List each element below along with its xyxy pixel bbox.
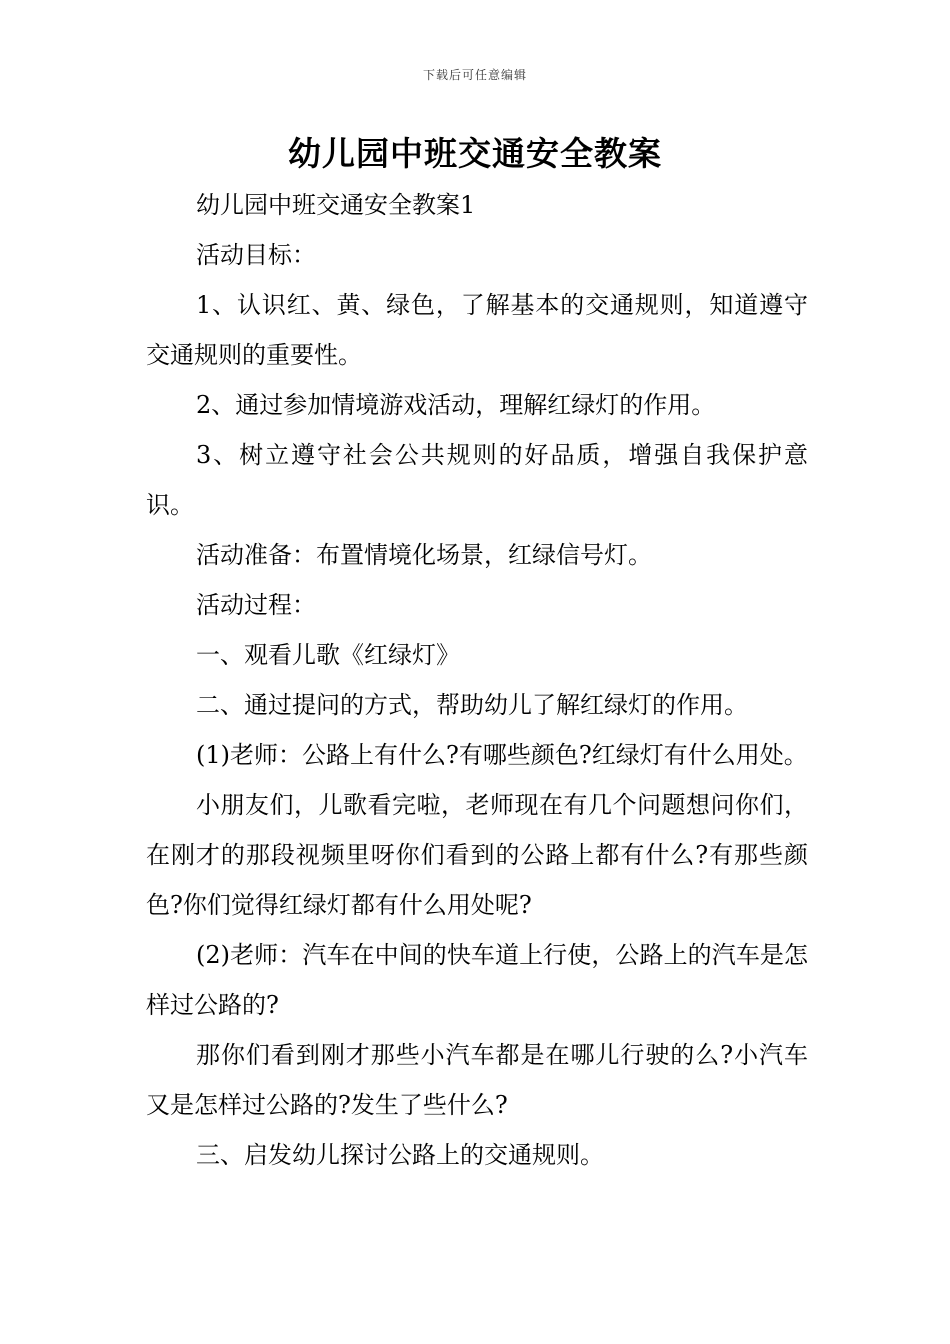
paragraph: 活动过程： <box>196 591 316 619</box>
header-note: 下载后可任意编辑 <box>422 68 527 82</box>
document-body <box>146 180 808 1180</box>
paragraph: (1)老师：公路上有什么?有哪些颜色?红绿灯有什么用处。 <box>196 741 808 769</box>
paragraph: 小朋友们，儿歌看完啦，老师现在有几个问题想问你们，在刚才的那段视频里呀你们看到的公路上都有什么?有那些颜色?你们觉得红绿灯都有什么用处呢? <box>146 791 808 919</box>
paragraph: 1、认识红、黄、绿色，了解基本的交通规则，知道遵守交通规则的重要性。 <box>146 291 808 369</box>
paragraph: 二、通过提问的方式，帮助幼儿了解红绿灯的作用。 <box>196 691 748 719</box>
paragraph: 一、观看儿歌《红绿灯》 <box>196 641 460 669</box>
paragraph: 2、通过参加情境游戏活动，理解红绿灯的作用。 <box>196 391 716 419</box>
paragraph: 3、树立遵守社会公共规则的好品质，增强自我保护意识。 <box>146 441 808 519</box>
paragraph: 活动准备：布置情境化场景，红绿信号灯。 <box>196 541 652 569</box>
paragraph: (2)老师：汽车在中间的快车道上行使，公路上的汽车是怎样过公路的? <box>146 941 808 1019</box>
paragraph: 三、启发幼儿探讨公路上的交通规则。 <box>196 1141 604 1169</box>
document-title: 幼儿园中班交通安全教案 <box>288 134 662 173</box>
paragraph: 那你们看到刚才那些小汽车都是在哪儿行驶的么?小汽车又是怎样过公路的?发生了些什么? <box>146 1041 808 1119</box>
section-heading: 幼儿园中班交通安全教案1 <box>196 191 476 219</box>
paragraph: 活动目标： <box>196 241 316 269</box>
